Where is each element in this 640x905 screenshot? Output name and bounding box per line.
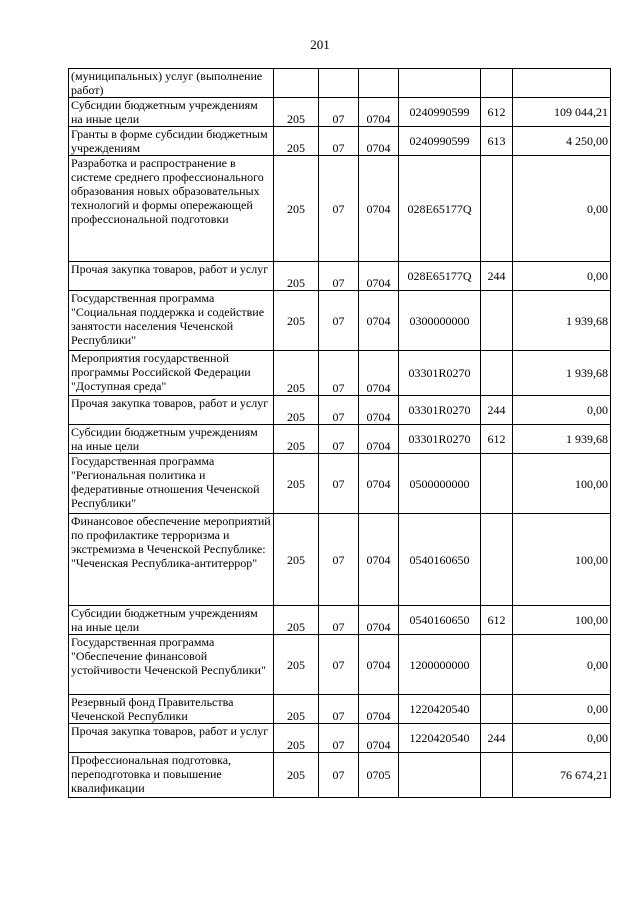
row-subsection: 0704: [359, 724, 399, 753]
row-target-article: [399, 69, 481, 98]
table-row: [69, 724, 611, 753]
row-name: Гранты в форме субсидии бюджетным учреждениям: [69, 127, 274, 156]
row-gov-code: 205: [274, 98, 319, 127]
row-subsection: 0704: [359, 291, 399, 351]
row-name: Резервный фонд Правительства Чеченской Республики: [69, 695, 274, 724]
row-section: 07: [319, 262, 359, 291]
table-row: [69, 291, 611, 351]
row-section: 07: [319, 291, 359, 351]
row-amount: 4 250,00: [513, 127, 611, 156]
row-target-article: 0300000000: [399, 291, 481, 351]
row-expense-type: [481, 695, 513, 724]
row-section: 07: [319, 635, 359, 695]
row-subsection: 0704: [359, 351, 399, 396]
row-target-article: 1220420540: [399, 695, 481, 724]
row-amount: [513, 69, 611, 98]
row-expense-type: [481, 753, 513, 798]
table-row: [69, 753, 611, 798]
row-section: 07: [319, 396, 359, 425]
row-amount: 100,00: [513, 514, 611, 606]
row-target-article: 028E65177Q: [399, 156, 481, 262]
row-amount: 1 939,68: [513, 291, 611, 351]
row-name: Мероприятия государственной программы Российской Федерации "Доступная среда": [69, 351, 274, 396]
row-expense-type: 244: [481, 262, 513, 291]
row-expense-type: [481, 69, 513, 98]
row-amount: 0,00: [513, 695, 611, 724]
table-row: [69, 514, 611, 606]
row-subsection: 0704: [359, 695, 399, 724]
row-subsection: 0704: [359, 514, 399, 606]
row-gov-code: 205: [274, 127, 319, 156]
row-target-article: 0240990599: [399, 127, 481, 156]
row-target-article: [399, 753, 481, 798]
table-row: [69, 69, 611, 98]
row-name: Государственная программа "Региональная политика и федеративные отношения Чеченской Республики": [69, 454, 274, 514]
table-row: [69, 351, 611, 396]
row-expense-type: [481, 351, 513, 396]
row-name: Государственная программа "Обеспечение финансовой устойчивости Чеченской Республики": [69, 635, 274, 695]
row-target-article: 1200000000: [399, 635, 481, 695]
row-section: 07: [319, 454, 359, 514]
row-expense-type: 612: [481, 606, 513, 635]
table-row: [69, 606, 611, 635]
row-amount: 0,00: [513, 396, 611, 425]
row-gov-code: 205: [274, 724, 319, 753]
row-expense-type: [481, 454, 513, 514]
row-subsection: 0704: [359, 262, 399, 291]
row-amount: 0,00: [513, 156, 611, 262]
row-gov-code: 205: [274, 635, 319, 695]
table-row: [69, 396, 611, 425]
row-subsection: 0704: [359, 606, 399, 635]
row-expense-type: 613: [481, 127, 513, 156]
table-row: [69, 454, 611, 514]
budget-table: [68, 68, 611, 798]
row-subsection: 0704: [359, 156, 399, 262]
row-name: Разработка и распространение в системе среднего профессионального образования новых образовательных технологий и формы опережающей профессиональной подготовки: [69, 156, 274, 262]
row-subsection: [359, 69, 399, 98]
row-name: Прочая закупка товаров, работ и услуг: [69, 724, 274, 753]
row-section: 07: [319, 156, 359, 262]
row-name: Финансовое обеспечение мероприятий по профилактике терроризма и экстремизма в Чеченской Республике: "Чеченская Республика-антитеррор": [69, 514, 274, 606]
row-name: Государственная программа "Социальная поддержка и содействие занятости населения Чеченской Республики": [69, 291, 274, 351]
row-target-article: 03301R0270: [399, 351, 481, 396]
row-expense-type: 612: [481, 425, 513, 454]
row-section: 07: [319, 514, 359, 606]
table-row: [69, 262, 611, 291]
row-section: 07: [319, 98, 359, 127]
row-expense-type: 612: [481, 98, 513, 127]
row-section: [319, 69, 359, 98]
row-expense-type: [481, 635, 513, 695]
row-subsection: 0704: [359, 454, 399, 514]
row-subsection: 0705: [359, 753, 399, 798]
row-expense-type: [481, 156, 513, 262]
row-name: (муниципальных) услуг (выполнение работ): [69, 69, 274, 98]
row-section: 07: [319, 695, 359, 724]
row-expense-type: 244: [481, 724, 513, 753]
row-amount: 100,00: [513, 606, 611, 635]
row-section: 07: [319, 425, 359, 454]
row-target-article: 0500000000: [399, 454, 481, 514]
page-number: 201: [310, 37, 330, 52]
table-row: [69, 425, 611, 454]
row-amount: 1 939,68: [513, 425, 611, 454]
row-section: 07: [319, 606, 359, 635]
row-amount: 0,00: [513, 724, 611, 753]
row-gov-code: [274, 69, 319, 98]
row-target-article: 0540160650: [399, 606, 481, 635]
table-row: [69, 695, 611, 724]
row-subsection: 0704: [359, 98, 399, 127]
row-target-article: 03301R0270: [399, 396, 481, 425]
row-gov-code: 205: [274, 753, 319, 798]
row-expense-type: [481, 514, 513, 606]
row-gov-code: 205: [274, 291, 319, 351]
row-amount: 0,00: [513, 262, 611, 291]
row-amount: 109 044,21: [513, 98, 611, 127]
row-amount: 100,00: [513, 454, 611, 514]
row-gov-code: 205: [274, 396, 319, 425]
row-name: Субсидии бюджетным учреждениям на иные цели: [69, 98, 274, 127]
row-subsection: 0704: [359, 425, 399, 454]
row-name: Прочая закупка товаров, работ и услуг: [69, 396, 274, 425]
row-gov-code: 205: [274, 351, 319, 396]
row-subsection: 0704: [359, 635, 399, 695]
row-gov-code: 205: [274, 425, 319, 454]
row-name: Субсидии бюджетным учреждениям на иные цели: [69, 425, 274, 454]
row-expense-type: 244: [481, 396, 513, 425]
table-row: [69, 156, 611, 262]
row-section: 07: [319, 753, 359, 798]
row-target-article: 0540160650: [399, 514, 481, 606]
row-section: 07: [319, 351, 359, 396]
row-section: 07: [319, 127, 359, 156]
table-row: [69, 98, 611, 127]
row-name: Субсидии бюджетным учреждениям на иные цели: [69, 606, 274, 635]
row-target-article: 0240990599: [399, 98, 481, 127]
row-name: Прочая закупка товаров, работ и услуг: [69, 262, 274, 291]
row-subsection: 0704: [359, 396, 399, 425]
row-gov-code: 205: [274, 514, 319, 606]
row-gov-code: 205: [274, 262, 319, 291]
row-section: 07: [319, 724, 359, 753]
row-target-article: 03301R0270: [399, 425, 481, 454]
row-subsection: 0704: [359, 127, 399, 156]
table-row: [69, 127, 611, 156]
row-target-article: 1220420540: [399, 724, 481, 753]
row-amount: 0,00: [513, 635, 611, 695]
table-row: [69, 635, 611, 695]
row-target-article: 028E65177Q: [399, 262, 481, 291]
row-amount: 76 674,21: [513, 753, 611, 798]
row-gov-code: 205: [274, 156, 319, 262]
row-expense-type: [481, 291, 513, 351]
row-gov-code: 205: [274, 695, 319, 724]
row-gov-code: 205: [274, 454, 319, 514]
row-name: Профессиональная подготовка, переподготовка и повышение квалификации: [69, 753, 274, 798]
row-gov-code: 205: [274, 606, 319, 635]
row-amount: 1 939,68: [513, 351, 611, 396]
